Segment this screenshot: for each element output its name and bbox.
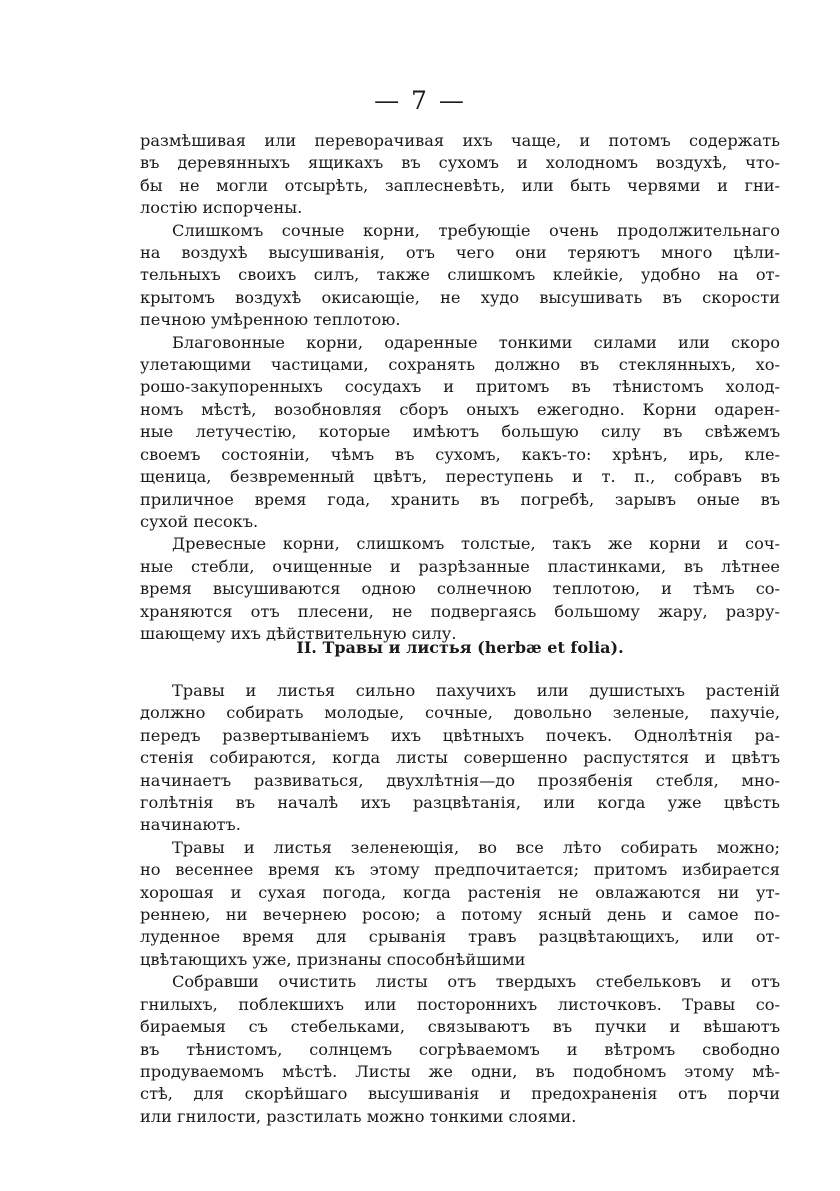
text-line: хорошая и сухая погода, когда растенія не овлажаются ни ут- [140,882,780,902]
text-line: ные стебли, очищенные и разрѣзанные пластинками, въ лѣтнее [140,556,780,576]
text-line: начинаютъ. [140,815,241,835]
text-line: но весеннее время къ этому предпочитается; притомъ избирается [140,860,780,880]
page-number: — 7 — [374,86,466,115]
text-line: время высушиваются одною солнечною теплотою, и тѣмъ со- [140,579,780,599]
text-line: стенія собираются, когда листы совершенно распустятся и цвѣтъ [140,748,780,768]
text-line: размѣшивая или переворачивая ихъ чаще, и потомъ содержать [140,131,780,150]
text-line: голѣтнія въ началѣ ихъ разцвѣтанія, или когда уже цвѣсть [140,793,780,813]
text-line: щеница, безвременный цвѣтъ, переступень и т. п., собравъ въ [140,467,780,487]
text-line: Собравши очистить листы отъ твердыхъ стебельковъ и отъ [172,972,780,992]
paragraph [140,533,780,645]
text-line: бираемыя съ стебельками, связываютъ въ пучки и вѣшаютъ [140,1017,780,1037]
text-line: бы не могли отсырѣть, заплесневѣть, или быть червями и гни- [140,175,780,195]
section-heading: II. Травы и листья (herbæ et folia). [296,638,624,657]
text-line: лостію испорчены. [140,198,303,218]
paragraph [140,837,780,971]
text-line: или гнилости, разстилать можно тонкими слоями. [140,1106,577,1126]
text-line: реннею, ни вечернею росою; а потому ясный день и самое по- [140,905,780,925]
text-line: Травы и листья зеленеющія, во все лѣто собирать можно; [172,837,780,857]
text-line: приличное время года, хранить въ погребѣ, зарывъ оные въ [140,489,780,509]
text-line: Благовонные корни, одаренные тонкими силами или скоро [172,332,780,352]
text-line: въ тѣнистомъ, солнцемъ согрѣваемомъ и вѣтромъ свободно [140,1039,780,1059]
text-line: тельныхъ своихъ силъ, также слишкомъ клейкіе, удобно на от- [140,265,780,285]
text-line: шающему ихъ дѣйствительную силу. [140,623,457,643]
text-line: рошо-закупоренныхъ сосудахъ и притомъ въ тѣнистомъ холод- [140,377,780,397]
text-line: гнилыхъ, поблекшихъ или постороннихъ листочковъ. Травы со- [140,994,780,1014]
text-line: храняются отъ плесени, не подвергаясь большому жару, разру- [140,601,780,621]
paragraph [140,220,780,332]
text-line: номъ мѣстѣ, возобновляя сборъ оныхъ ежегодно. Корни одарен- [140,399,780,419]
text-line: стѣ, для скорѣйшаго высушиванія и предохраненія отъ порчи [140,1084,780,1104]
text-line: передъ развертываніемъ ихъ цвѣтныхъ почекъ. Однолѣтнія ра- [140,725,780,745]
text-line: Древесные корни, слишкомъ толстые, такъ же корни и соч- [172,534,780,554]
text-line: начинаетъ развиваться, двухлѣтнія—до прозябенія стебля, мно- [140,770,780,790]
text-line: ные летучестію, которые имѣютъ большую силу въ свѣжемъ [140,422,780,442]
text-line: улетающими частицами, сохранять должно въ стеклянныхъ, хо- [140,355,780,375]
paragraph [140,680,780,837]
text-line: Слишкомъ сочные корни, требующіе очень продолжительнаго [172,220,780,240]
text-line: цвѣтающихъ уже, признаны способнѣйшими [140,949,526,969]
section-herbs-text [140,680,780,1128]
text-line: своемъ состояніи, чѣмъ въ сухомъ, какъ-то: хрѣнъ, ирь, кле- [140,444,780,464]
paragraph [140,130,780,220]
text-line: въ деревянныхъ ящикахъ въ сухомъ и холодномъ воздухѣ, что- [140,153,780,173]
text-line: продуваемомъ мѣстѣ. Листы же одни, въ подобномъ этому мѣ- [140,1061,780,1081]
text-line: Травы и листья сильно пахучихъ или душистыхъ растеній [172,681,780,700]
section-roots-text [140,130,780,645]
text-line: должно собирать молодые, сочные, довольно зеленые, пахучіе, [140,703,780,723]
text-line: на воздухѣ высушиванія, отъ чего они теряютъ много цѣли- [140,243,780,263]
text-line: луденное время для срыванія травъ разцвѣтающихъ, или от- [140,927,780,947]
text-line: сухой песокъ. [140,511,259,531]
paragraph [140,971,780,1128]
text-line: печною умѣренною теплотою. [140,310,401,330]
text-line: крытомъ воздухѣ окисающіе, не худо высушивать въ скорости [140,287,780,307]
paragraph [140,332,780,534]
